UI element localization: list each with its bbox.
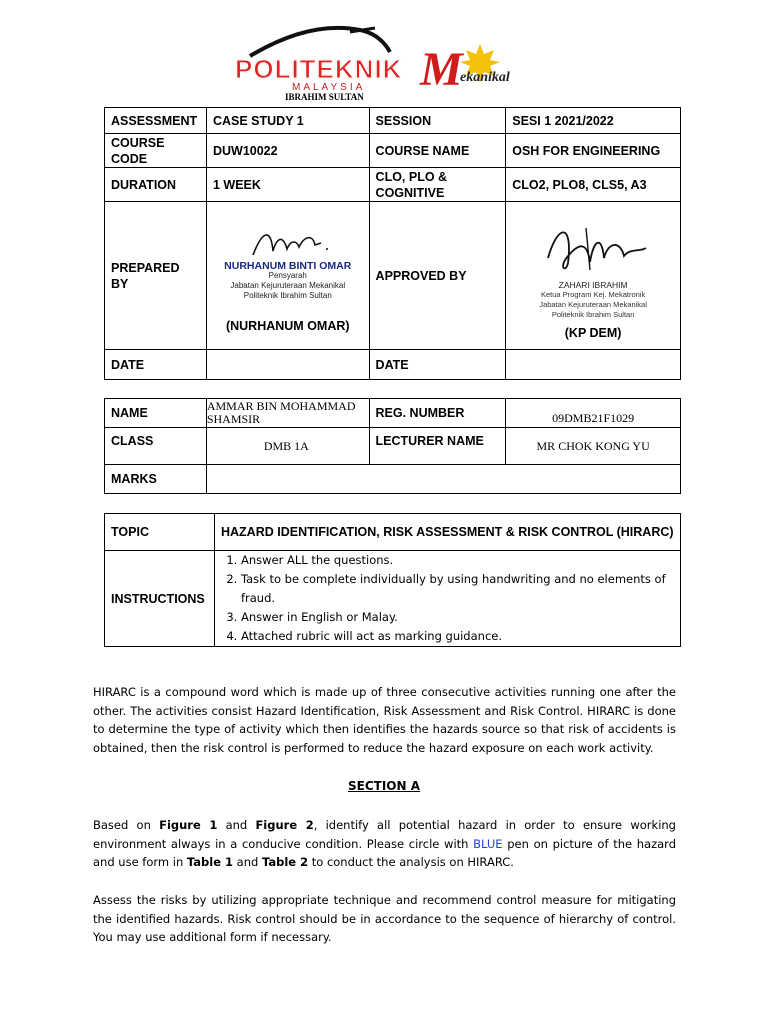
instructions-cell — [214, 551, 680, 647]
name-value[interactable]: AMMAR BIN MOHAMMAD SHAMSIR — [206, 399, 369, 428]
instruction-item: 3. Answer in English or Malay. — [241, 608, 674, 627]
approved-stamp-name: ZAHARI IBRAHIM — [558, 279, 628, 290]
approved-signature-cell — [506, 202, 681, 350]
course-code-label: COURSE CODE — [105, 134, 207, 168]
instruction-item: 1. Answer ALL the questions. — [241, 551, 674, 570]
course-code-value: DUW10022 — [206, 134, 369, 168]
instruction-paragraph — [93, 816, 676, 872]
p2-text-a: Based on — [93, 818, 160, 832]
lecturer-name-value[interactable]: MR CHOK KONG YU — [506, 428, 681, 465]
approved-by-label: APPROVED BY — [369, 202, 506, 350]
intro-paragraph: HIRARC is a compound word which is made up of three consecutive activities running one after the other. The activities consist Hazard Identification, Risk Assessment and Risk Control. HIRARC is done to determine the type of activity which then identifies the hazards source so that risk of accidents is obtained, then the risk control is performed to reduce the hazard exposure on each work activity. — [93, 685, 676, 755]
assessment-value: CASE STUDY 1 — [206, 108, 369, 134]
table-2-ref: Table 2 — [261, 855, 309, 870]
header-logos — [230, 22, 550, 100]
topic-value: HAZARD IDENTIFICATION, RISK ASSESSMENT & RISK CONTROL (HIRARC) — [214, 514, 680, 551]
section-a-heading: SECTION A — [347, 779, 420, 793]
table-1-ref: Table 1 — [186, 855, 234, 870]
clo-label: CLO, PLO & COGNITIVE — [369, 168, 506, 202]
approved-date-value[interactable] — [506, 350, 681, 380]
reg-number-label: REG. NUMBER — [369, 399, 506, 428]
mekanikal-logo — [420, 42, 545, 98]
student-table — [104, 398, 681, 494]
class-label: CLASS — [105, 428, 207, 465]
approved-signature-icon — [528, 218, 658, 280]
session-value: SESI 1 2021/2022 — [506, 108, 681, 134]
blue-pen-word: BLUE — [473, 836, 503, 851]
name-label: NAME — [105, 399, 207, 428]
session-label: SESSION — [369, 108, 506, 134]
approved-stamp-line1: Ketua Program Kej. Mekatronik — [541, 289, 646, 299]
instructions-label: INSTRUCTIONS — [105, 551, 215, 647]
assessment-table — [104, 107, 681, 380]
prepared-by-value: (NURHANUM OMAR) — [225, 318, 350, 333]
course-name-label: COURSE NAME — [369, 134, 506, 168]
approved-by-value: (KP DEM) — [564, 325, 622, 340]
class-value[interactable]: DMB 1A — [206, 428, 369, 465]
topic-table — [104, 513, 681, 647]
lecturer-name-label: LECTURER NAME — [369, 428, 506, 465]
marks-value[interactable] — [206, 465, 680, 494]
assessment-paragraph: Assess the risks by utilizing appropriate technique and recommend control measure for mitigating the identified hazards. Risk control should be in accordance to the sequence of hierarchy of control. You may use additional form if necessary. — [93, 893, 676, 945]
clo-value: CLO2, PLO8, CLS5, A3 — [506, 168, 681, 202]
reg-number-value[interactable]: 09DMB21F1029 — [506, 399, 681, 428]
topic-label: TOPIC — [105, 514, 215, 551]
figure-2-ref: Figure 2 — [255, 818, 314, 832]
mekanikal-initial: M — [420, 43, 463, 96]
p2-and-2: and — [233, 855, 262, 870]
approved-stamp-line3: Politeknik Ibrahim Sultan — [551, 309, 635, 319]
p2-text-b: , identify all potential hazard in order to ensure working environment always in a conducive condition. Please circle with — [93, 818, 676, 851]
prepared-by-label: PREPARED BY — [105, 202, 207, 350]
approved-stamp-line2: Jabatan Kejuruteraan Mekanikal — [539, 299, 647, 309]
prepared-signature-icon — [243, 227, 333, 261]
course-name-value: OSH FOR ENGINEERING — [506, 134, 681, 168]
assessment-label: ASSESSMENT — [105, 108, 207, 134]
approved-date-label: DATE — [369, 350, 506, 380]
p2-and-1: and — [217, 818, 256, 832]
prepared-date-label: DATE — [105, 350, 207, 380]
prepared-date-value[interactable] — [206, 350, 369, 380]
prepared-stamp-name: NURHANUM BINTI OMAR — [224, 259, 352, 272]
prepared-stamp-line1: Pensyarah — [268, 270, 307, 280]
marks-label: MARKS — [105, 465, 207, 494]
p2-text-c: pen on picture of the hazard and use form in — [93, 836, 676, 870]
figure-1-ref: Figure 1 — [159, 818, 218, 832]
instruction-item: 2. Task to be complete individually by using handwriting and no elements of fraud. — [241, 570, 674, 608]
instructions-list — [215, 551, 674, 646]
politeknik-logo-text: POLITEKNIK — [235, 54, 403, 84]
prepared-stamp-line2: Jabatan Kejuruteraan Mekanikal — [230, 280, 346, 290]
mekanikal-text: ekanikal — [460, 70, 510, 85]
instruction-item: 4. Attached rubric will act as marking guidance. — [241, 627, 674, 646]
malaysia-logo-text: MALAYSIA — [292, 82, 366, 93]
duration-value: 1 WEEK — [206, 168, 369, 202]
campus-name: IBRAHIM SULTAN — [285, 92, 364, 102]
duration-label: DURATION — [105, 168, 207, 202]
p2-text-d: to conduct the analysis on HIRARC. — [308, 855, 514, 870]
prepared-stamp-line3: Politeknik Ibrahim Sultan — [243, 290, 332, 300]
prepared-signature-cell — [206, 202, 369, 350]
